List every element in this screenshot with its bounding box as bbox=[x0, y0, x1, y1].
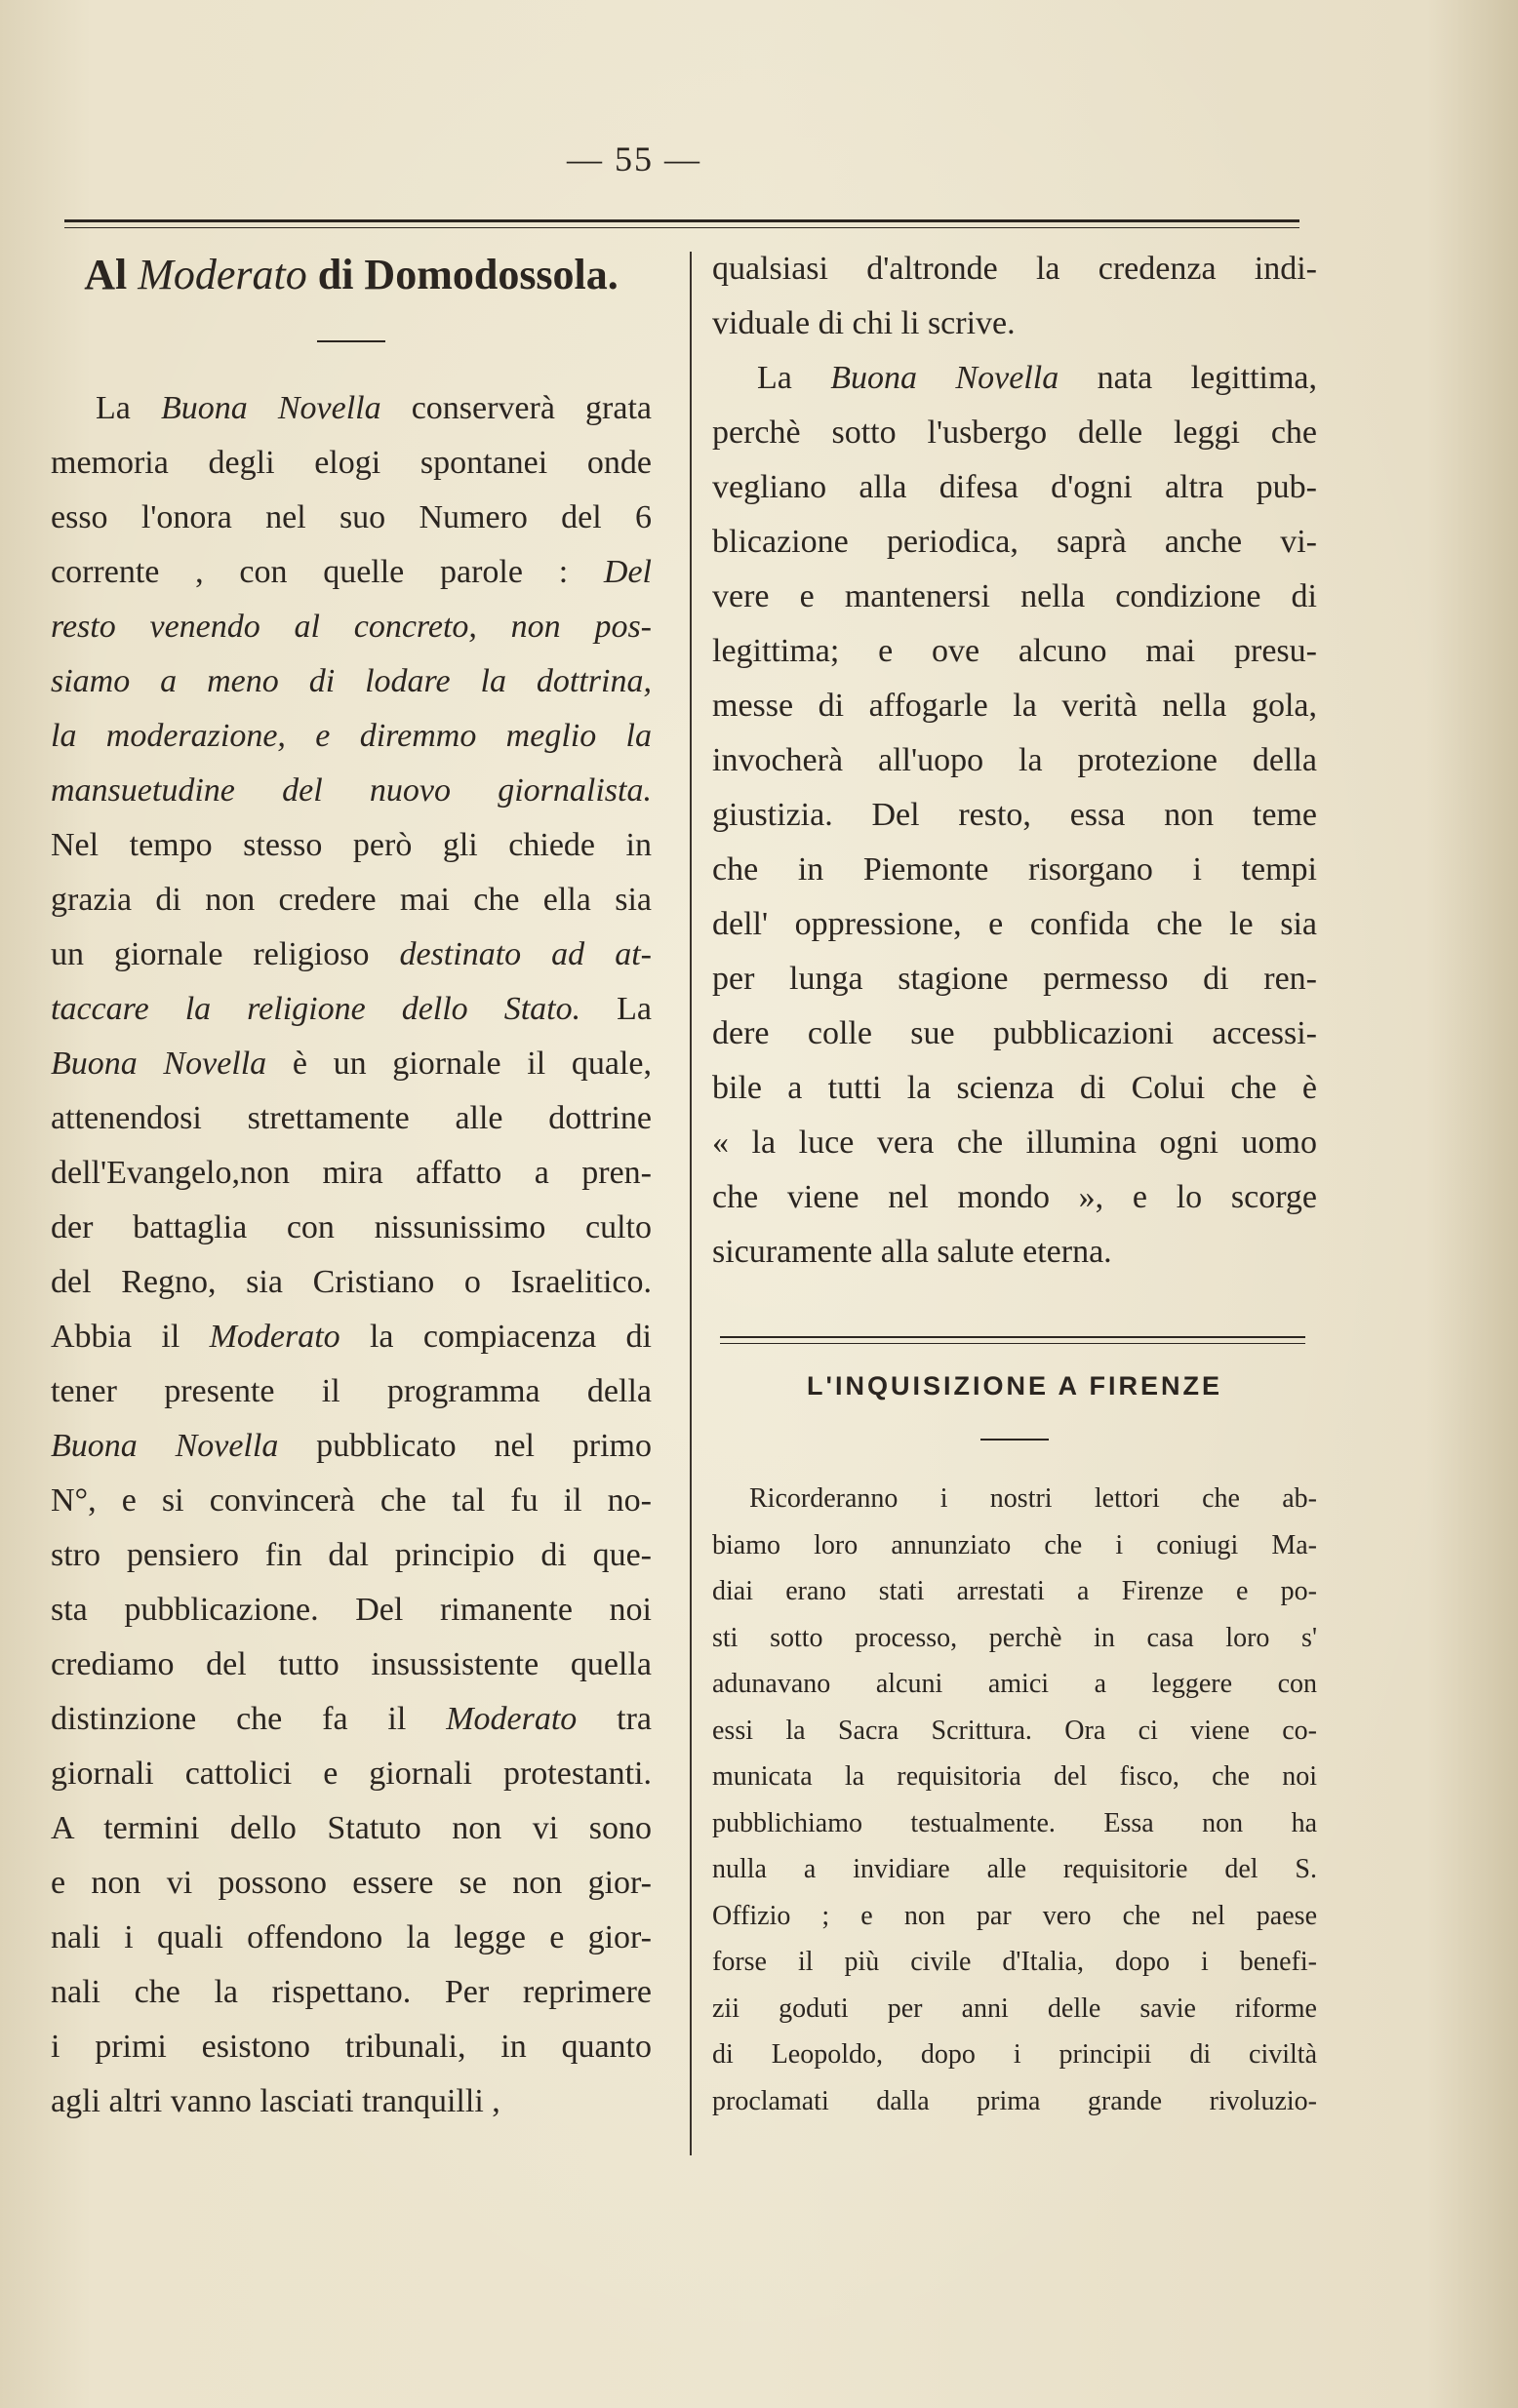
text-run: per lunga stagione permesso di ren- bbox=[712, 961, 1317, 997]
text-run: La bbox=[96, 390, 161, 426]
text-run: esso l'onora nel suo Numero del 6 bbox=[51, 499, 652, 535]
heading-italic: Moderato bbox=[138, 251, 307, 298]
section-title: L'INQUISIZIONE A FIRENZE bbox=[807, 1371, 1222, 1401]
article-heading bbox=[51, 242, 652, 299]
text-run: invocherà all'uopo la protezione della bbox=[712, 742, 1317, 778]
text-line bbox=[51, 764, 652, 818]
text-run: vere e mantenersi nella condizione di bbox=[712, 578, 1317, 614]
text-run: proclamati dalla prima grande rivoluzio- bbox=[712, 2085, 1317, 2116]
text-line bbox=[51, 1856, 652, 1911]
italic-text: Moderato bbox=[446, 1701, 578, 1737]
text-line bbox=[51, 436, 652, 491]
text-run: pubblichiamo testualmente. Essa non ha bbox=[712, 1807, 1317, 1838]
text-run: la compiacenza di bbox=[340, 1319, 653, 1355]
text-run: legittima; e ove alcuno mai presu- bbox=[712, 633, 1317, 669]
text-run: A termini dello Statuto non vi sono bbox=[51, 1810, 652, 1846]
text-line bbox=[51, 928, 652, 982]
italic-text: taccare la religione dello Stato. bbox=[51, 991, 581, 1027]
text-run: conserverà grata bbox=[380, 390, 652, 426]
text-line bbox=[51, 600, 652, 654]
text-run: giustizia. Del resto, essa non teme bbox=[712, 797, 1317, 833]
text-run: adunavano alcuni amici a leggere con bbox=[712, 1669, 1317, 1699]
text-line bbox=[712, 1661, 1317, 1708]
text-run: tener presente il programma della bbox=[51, 1373, 652, 1409]
text-line bbox=[51, 1528, 652, 1583]
text-line bbox=[712, 1170, 1317, 1225]
text-run: biamo loro annunziato che i coniugi Ma- bbox=[712, 1529, 1317, 1560]
text-line bbox=[51, 1419, 652, 1474]
text-line bbox=[712, 406, 1317, 460]
text-run: crediamo del tutto insussistente quella bbox=[51, 1646, 652, 1682]
text-run: e non vi possono essere se non gior- bbox=[51, 1865, 652, 1901]
text-line bbox=[51, 1364, 652, 1419]
text-line bbox=[51, 491, 652, 545]
text-line bbox=[712, 788, 1317, 843]
text-line bbox=[51, 1255, 652, 1310]
italic-text: la moderazione, e diremmo meglio la bbox=[51, 718, 652, 754]
text-line bbox=[712, 1939, 1317, 1986]
text-run: nulla a invidiare alle requisitorie del S. bbox=[712, 1854, 1317, 1884]
text-run: dell'Evangelo,non mira affatto a pren- bbox=[51, 1155, 652, 1191]
text-line bbox=[712, 1986, 1317, 2033]
text-line bbox=[712, 1007, 1317, 1061]
text-run: nali che la rispettano. Per reprimere bbox=[51, 1974, 652, 2010]
text-line bbox=[51, 873, 652, 928]
column-divider bbox=[690, 252, 692, 2155]
text-run: nata legittima, bbox=[1059, 360, 1317, 396]
text-run: agli altri vanno lasciati tranquilli , bbox=[51, 2083, 500, 2119]
text-run: un giornale religioso bbox=[51, 936, 400, 972]
text-run: municata la requisitoria del fisco, che noi bbox=[712, 1761, 1317, 1792]
text-line bbox=[712, 1568, 1317, 1615]
text-line bbox=[712, 242, 1317, 296]
text-line bbox=[51, 709, 652, 764]
text-run: di Leopoldo, dopo i principii di civiltà bbox=[712, 2039, 1317, 2070]
text-run: i primi esistono tribunali, in quanto bbox=[51, 2029, 652, 2065]
text-run: zii goduti per anni delle savie riforme bbox=[712, 1993, 1317, 2024]
text-line bbox=[712, 733, 1317, 788]
italic-text: Buona Novella bbox=[51, 1046, 267, 1082]
text-line bbox=[712, 1225, 1317, 1280]
text-line bbox=[712, 570, 1317, 624]
text-run: sti sotto processo, perchè in casa loro s' bbox=[712, 1622, 1317, 1653]
text-line bbox=[712, 1846, 1317, 1893]
text-run: nali i quali offendono la legge e gior- bbox=[51, 1919, 652, 1955]
text-line bbox=[51, 1747, 652, 1801]
text-line bbox=[51, 2074, 652, 2129]
text-run: perchè sotto l'usbergo delle leggi che bbox=[712, 414, 1317, 451]
text-line bbox=[712, 897, 1317, 952]
text-run: sicuramente alla salute eterna. bbox=[712, 1234, 1112, 1270]
text-line bbox=[712, 2078, 1317, 2125]
italic-text: destinato ad at- bbox=[399, 936, 652, 972]
text-line bbox=[51, 545, 652, 600]
text-line bbox=[51, 381, 652, 436]
text-run: Ricorderanno i nostri lettori che ab- bbox=[749, 1483, 1317, 1514]
text-run: « la luce vera che illumina ogni uomo bbox=[712, 1125, 1317, 1161]
text-run: messe di affogarle la verità nella gola, bbox=[712, 688, 1317, 724]
text-run: vegliano alla difesa d'ogni altra pub- bbox=[712, 469, 1317, 505]
text-run: corrente , con quelle parole : bbox=[51, 554, 604, 590]
text-run: stro pensiero fin dal principio di que- bbox=[51, 1537, 652, 1573]
text-run: grazia di non credere mai che ella sia bbox=[51, 882, 652, 918]
right-column bbox=[712, 242, 1317, 2124]
text-run: dere colle sue pubblicazioni accessi- bbox=[712, 1015, 1317, 1051]
heading-pre: Al bbox=[84, 251, 128, 298]
text-run: pubblicato nel primo bbox=[278, 1428, 652, 1464]
text-run: essi la Sacra Scrittura. Ora ci viene co- bbox=[712, 1715, 1317, 1746]
text-line bbox=[712, 843, 1317, 897]
italic-text: Buona Novella bbox=[51, 1428, 279, 1464]
text-line bbox=[51, 1801, 652, 1856]
text-run: giornali cattolici e giornali protestanti. bbox=[51, 1756, 652, 1792]
text-run: che viene nel mondo », e lo scorge bbox=[712, 1179, 1317, 1215]
left-column bbox=[51, 242, 652, 2129]
text-run: dell' oppressione, e confida che le sia bbox=[712, 906, 1317, 942]
text-run: Offizio ; e non par vero che nel paese bbox=[712, 1900, 1317, 1931]
text-line bbox=[51, 1091, 652, 1146]
text-line bbox=[51, 1911, 652, 1965]
text-line bbox=[51, 1146, 652, 1201]
text-line bbox=[712, 1061, 1317, 1116]
text-run: der battaglia con nissunissimo culto bbox=[51, 1209, 652, 1245]
text-line bbox=[712, 1615, 1317, 1662]
italic-text: Moderato bbox=[209, 1319, 340, 1355]
text-line bbox=[712, 2032, 1317, 2078]
text-run: forse il più civile d'Italia, dopo i benefi- bbox=[712, 1947, 1317, 1977]
heading-post: di Domodossola. bbox=[317, 251, 619, 298]
text-line bbox=[51, 1201, 652, 1255]
text-line bbox=[712, 1522, 1317, 1569]
section-separator bbox=[980, 1439, 1049, 1441]
text-line bbox=[712, 679, 1317, 733]
text-line bbox=[51, 1583, 652, 1638]
text-line bbox=[51, 2020, 652, 2074]
text-run: N°, e si convincerà che tal fu il no- bbox=[51, 1482, 652, 1519]
text-run: distinzione che fa il bbox=[51, 1701, 447, 1737]
italic-text: Del bbox=[603, 554, 652, 590]
heading-separator bbox=[317, 340, 385, 342]
text-line bbox=[712, 515, 1317, 570]
text-line bbox=[51, 1638, 652, 1692]
text-line bbox=[712, 296, 1317, 351]
article-body bbox=[51, 381, 652, 2129]
text-line bbox=[51, 1310, 652, 1364]
text-line bbox=[712, 1754, 1317, 1800]
article-body-continued bbox=[712, 242, 1317, 1280]
text-run: La bbox=[757, 360, 831, 396]
text-run: attenendosi strettamente alle dottrine bbox=[51, 1100, 652, 1136]
text-line bbox=[712, 1800, 1317, 1847]
text-run: Nel tempo stesso però gli chiede in bbox=[51, 827, 652, 863]
italic-text: siamo a meno di lodare la dottrina, bbox=[51, 663, 652, 699]
text-run: che in Piemonte risorgano i tempi bbox=[712, 851, 1317, 888]
text-run: qualsiasi d'altronde la credenza indi- bbox=[712, 251, 1317, 287]
text-run: Abbia il bbox=[51, 1319, 210, 1355]
text-run: bile a tutti la scienza di Colui che è bbox=[712, 1070, 1317, 1106]
header-rule-thin bbox=[64, 227, 1299, 228]
section-rule-thin bbox=[720, 1343, 1305, 1344]
italic-text: resto venendo al concreto, non pos- bbox=[51, 609, 652, 645]
text-line bbox=[51, 1965, 652, 2020]
text-run: viduale di chi li scrive. bbox=[712, 305, 1016, 341]
section-body bbox=[712, 1476, 1317, 2124]
text-line bbox=[51, 1474, 652, 1528]
text-run: diai erano stati arrestati a Firenze e po- bbox=[712, 1576, 1317, 1606]
text-line bbox=[712, 1116, 1317, 1170]
text-line bbox=[51, 982, 652, 1037]
header-rule-thick bbox=[64, 219, 1299, 222]
text-run: La bbox=[580, 991, 652, 1027]
text-run: memoria degli elogi spontanei onde bbox=[51, 445, 652, 481]
text-line bbox=[51, 654, 652, 709]
text-run: blicazione periodica, saprà anche vi- bbox=[712, 524, 1317, 560]
italic-text: mansuetudine del nuovo giornalista. bbox=[51, 772, 652, 809]
text-line bbox=[712, 952, 1317, 1007]
section-rule-thick bbox=[720, 1336, 1305, 1338]
text-line bbox=[712, 624, 1317, 679]
text-run: tra bbox=[577, 1701, 653, 1737]
text-line bbox=[712, 351, 1317, 406]
text-line bbox=[712, 1708, 1317, 1755]
page-number: — 55 — bbox=[567, 139, 701, 178]
italic-text: Buona Novella bbox=[830, 360, 1059, 396]
text-run: sta pubblicazione. Del rimanente noi bbox=[51, 1592, 652, 1628]
text-line bbox=[51, 818, 652, 873]
text-line bbox=[712, 1893, 1317, 1940]
text-line bbox=[712, 1476, 1317, 1522]
italic-text: Buona Novella bbox=[160, 390, 381, 426]
text-line bbox=[712, 460, 1317, 515]
text-run: è un giornale il quale, bbox=[266, 1046, 652, 1082]
text-line bbox=[51, 1037, 652, 1091]
text-run: del Regno, sia Cristiano o Israelitico. bbox=[51, 1264, 652, 1300]
text-line bbox=[51, 1692, 652, 1747]
